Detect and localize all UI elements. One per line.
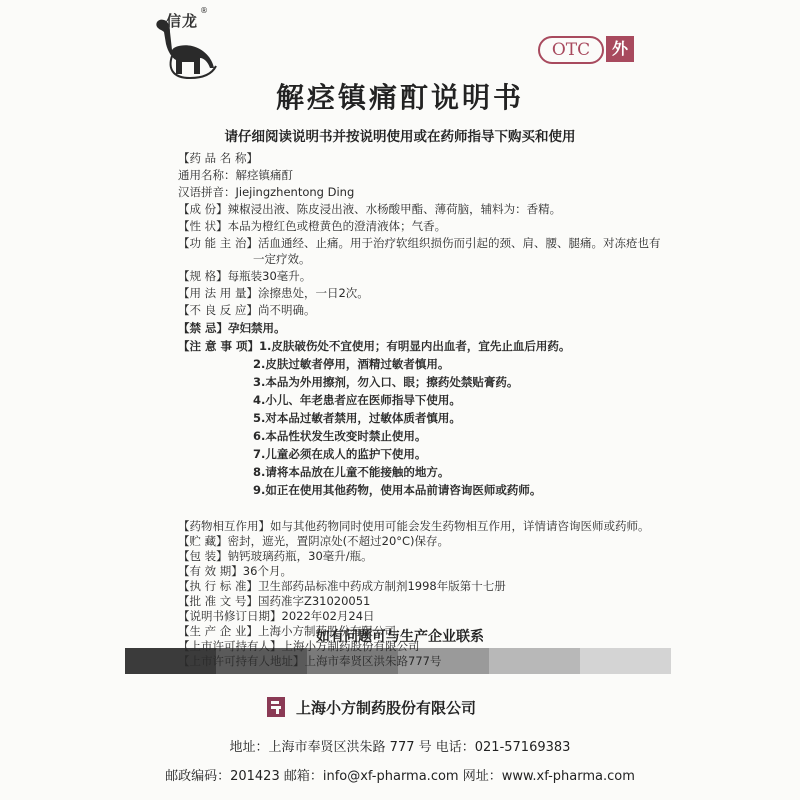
precaution-item: 9.如正在使用其他药物，使用本品前请咨询医师或药师。 (253, 483, 542, 497)
indications-line-1: 【功 能 主 治】活血通经、止痛。用于治疗软组织损伤而引起的颈、肩、腰、腿痛。对冻疮也有 (178, 236, 661, 250)
contact-note: 如有问题可与生产企业联系 (316, 629, 484, 645)
precautions-header: 【注 意 事 项】1.皮肤破伤处不宜使用；有明显内出血者，宜先止血后用药。 (178, 339, 571, 353)
pinyin-name: 汉语拼音：Jiejingzhentong Ding (178, 185, 355, 199)
execution-standard: 【执 行 标 准】卫生部药品标准中药成方制剂1998年版第十七册 (178, 579, 506, 593)
address-phone: 地址：上海市奉贤区洪朱路 777 号 电话：021-57169383 (229, 740, 571, 755)
precaution-item: 6.本品性状发生改变时禁止使用。 (253, 429, 427, 443)
band-swatch (489, 648, 580, 674)
precaution-item: 5.对本品过敏者禁用，过敏体质者慎用。 (253, 411, 461, 425)
registered-mark: ® (200, 6, 208, 15)
storage: 【贮 藏】密封，遮光，置阴凉处(不超过20°C)保存。 (178, 534, 450, 548)
precaution-item: 7.儿童必须在成人的监护下使用。 (253, 447, 427, 461)
revision-date: 【说明书修订日期】2022年02月24日 (178, 609, 375, 623)
package: 【包 装】钠钙玻璃药瓶，30毫升/瓶。 (178, 549, 373, 563)
manufacturer: 【生 产 企 业】上海小方制药股份有限公司 (178, 624, 396, 638)
company-name: 上海小方制药股份有限公司 (296, 699, 477, 717)
postal-email-web: 邮政编码：201423 邮箱：info@xf-pharma.com 网址：www.xf-pharma.com (165, 769, 635, 784)
approval-number: 【批 准 文 号】国药准字Z31020051 (178, 594, 371, 608)
marketing-authorization-holder: 【上市许可持有人】上海小方制药股份有限公司 (178, 639, 420, 653)
specification: 【规 格】每瓶装30毫升。 (178, 269, 312, 283)
contraindications: 【禁 忌】孕妇禁用。 (178, 321, 286, 335)
company-logo-icon (265, 696, 287, 718)
reading-instruction: 请仔细阅读说明书并按说明使用或在药师指导下购买和使用 (224, 129, 576, 145)
brand-name: 信龙 (166, 12, 199, 30)
usage-dosage: 【用 法 用 量】涂擦患处，一日2次。 (178, 286, 369, 300)
drug-name-header: 【药 品 名 称】 (178, 151, 258, 165)
indications-line-2: 一定疗效。 (253, 252, 311, 266)
band-swatch (580, 648, 671, 674)
drug-interactions: 【药物相互作用】如与其他药物同时使用可能会发生药物相互作用，详情请咨询医师或药师。 (178, 519, 650, 533)
ingredients: 【成 份】辣椒浸出液、陈皮浸出液、水杨酸甲酯、薄荷脑，辅料为：香精。 (178, 202, 562, 216)
mah-address: 【上市许可持有人地址】上海市奉贤区洪朱路777号 (178, 654, 442, 668)
precaution-item: 4.小儿、年老患者应在医师指导下使用。 (253, 393, 461, 407)
common-name: 通用名称：解痉镇痛酊 (178, 168, 293, 182)
properties: 【性 状】本品为橙红色或橙黄色的澄清液体；气香。 (178, 219, 447, 233)
external-use-badge: 外 (606, 36, 634, 62)
precaution-item: 8.请将本品放在儿童不能接触的地方。 (253, 465, 450, 479)
precaution-item: 2.皮肤过敏者停用，酒精过敏者慎用。 (253, 357, 450, 371)
validity: 【有 效 期】36个月。 (178, 564, 292, 578)
precaution-item: 3.本品为外用擦剂，勿入口、眼；擦药处禁贴膏药。 (253, 375, 519, 389)
otc-badge: OTC (538, 36, 604, 64)
adverse-reactions: 【不 良 反 应】尚不明确。 (178, 303, 316, 317)
page-title: 解痉镇痛酊说明书 (275, 81, 524, 114)
